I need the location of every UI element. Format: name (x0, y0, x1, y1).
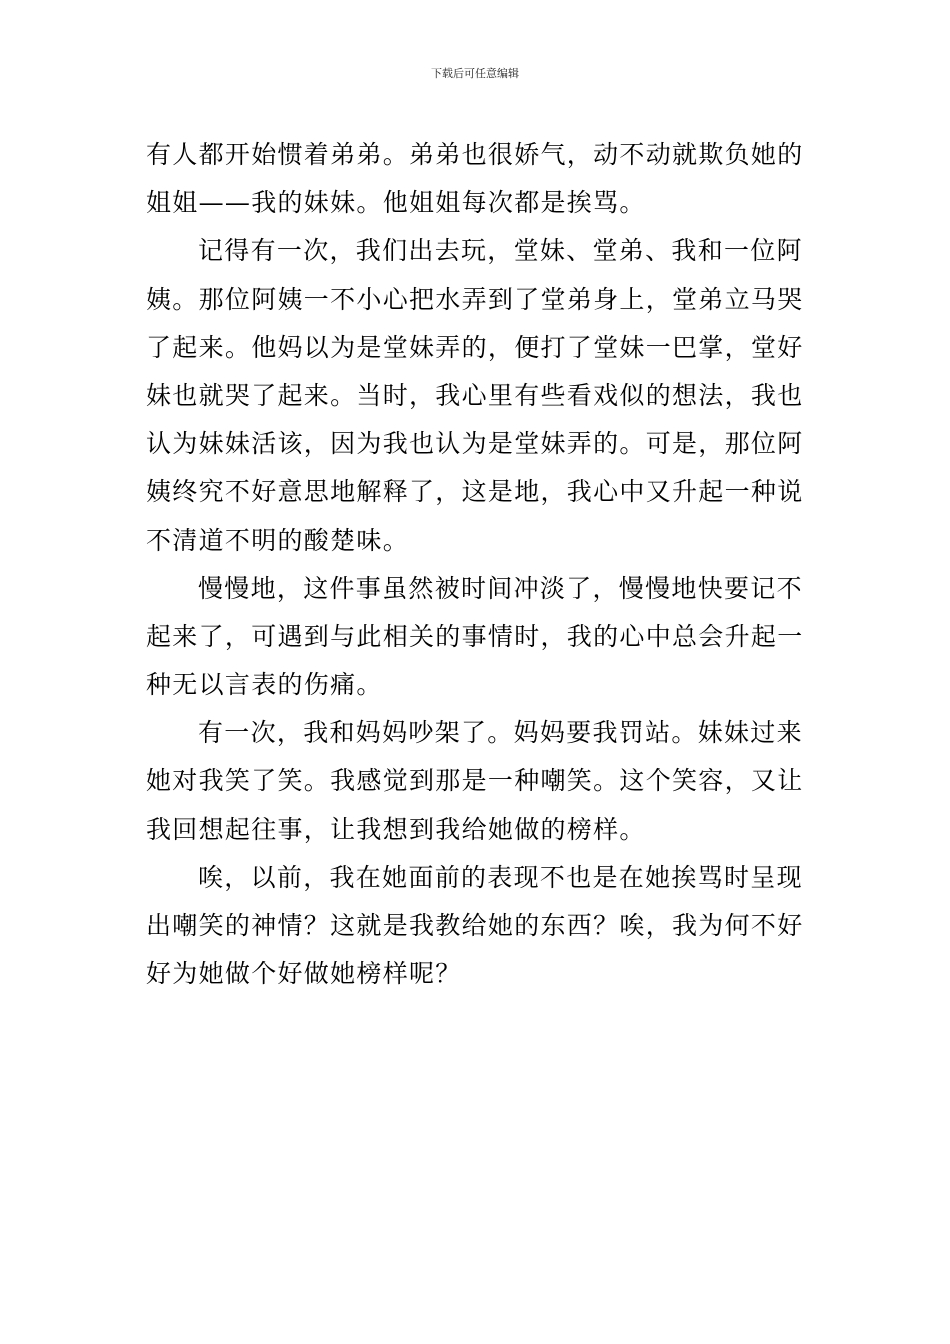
document-body (146, 131, 808, 998)
text-line: 有一次，我和妈妈吵架了。妈妈要我罚站。妹妹过来 (198, 718, 803, 748)
text-line: 她对我笑了笑。我感觉到那是一种嘲笑。这个笑容，又让 (146, 766, 804, 796)
text-line: 姐姐——我的妹妹。他姐姐每次都是挨骂。 (146, 188, 646, 218)
text-line: 好为她做个好做她榜样呢？ (146, 959, 462, 989)
text-line: 姨。那位阿姨一不小心把水弄到了堂弟身上，堂弟立马哭 (146, 284, 804, 314)
text-line: 了起来。他妈以为是堂妹弄的，便打了堂妹一巴掌，堂好 (146, 332, 804, 362)
text-line: 姨终究不好意思地解释了，这是地，我心中又升起一种说 (146, 477, 804, 507)
text-line: 出嘲笑的神情？这就是我教给她的东西？唉，我为何不好 (146, 911, 804, 940)
text-line: 起来了，可遇到与此相关的事情时，我的心中总会升起一 (146, 621, 804, 651)
text-line: 不清道不明的酸楚味。 (146, 525, 410, 555)
text-line: 妹也就哭了起来。当时，我心里有些看戏似的想法，我也 (146, 380, 804, 410)
text-line: 认为妹妹活该，因为我也认为是堂妹弄的。可是，那位阿 (146, 429, 804, 459)
text-line: 我回想起往事，让我想到我给她做的榜样。 (146, 814, 646, 844)
text-line: 种无以言表的伤痛。 (146, 670, 383, 700)
text-line: 有人都开始惯着弟弟。弟弟也很娇气，动不动就欺负她的 (146, 140, 804, 169)
text-line: 唉，以前，我在她面前的表现不也是在她挨骂时呈现 (198, 862, 803, 892)
text-line: 慢慢地，这件事虽然被时间冲淡了，慢慢地快要记不 (198, 573, 803, 603)
page-header: 下载后可任意编辑 (431, 67, 519, 80)
text-line: 记得有一次，我们出去玩，堂妹、堂弟、我和一位阿 (198, 236, 803, 266)
